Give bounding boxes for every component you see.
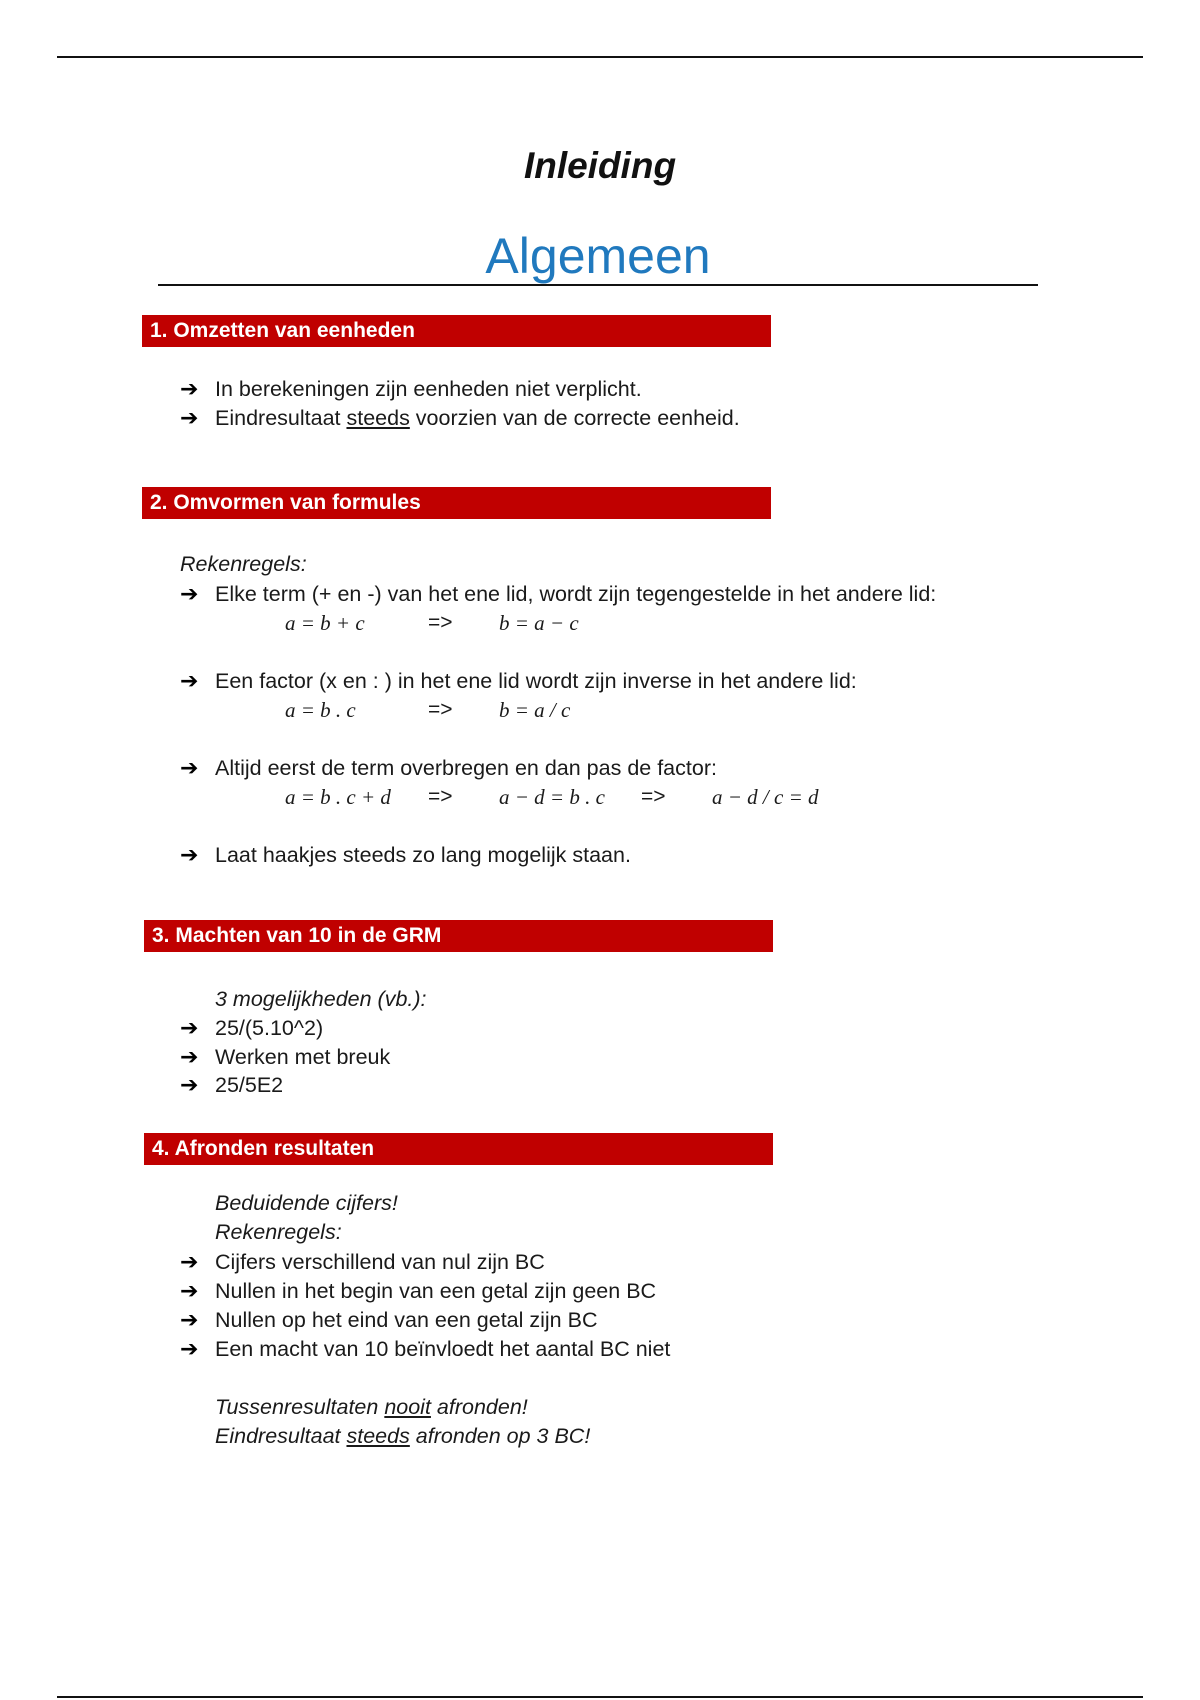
grm-intro: 3 mogelijkheden (vb.):	[215, 987, 427, 1011]
list-item: ➔ Elke term (+ en -) van het ene lid, wordt zijn tegengestelde in het andere lid:	[180, 581, 937, 606]
list-item: ➔ 25/5E2	[180, 1072, 284, 1097]
arrow-right-icon: ➔	[180, 581, 199, 606]
arrow-right-icon: ➔	[180, 668, 199, 693]
rules-intro: Rekenregels:	[180, 552, 307, 576]
list-item: ➔ 25/(5.10^2)	[180, 1015, 324, 1040]
section-heading-2: 2. Omvormen van formules	[142, 487, 771, 519]
list-item: ➔ Werken met breuk	[180, 1044, 391, 1069]
list-item: ➔ Laat haakjes steeds zo lang mogelijk staan.	[180, 842, 631, 867]
arrow-right-icon: ➔	[180, 405, 199, 430]
section-heading-3: 3. Machten van 10 in de GRM	[144, 920, 773, 952]
arrow-right-icon: ➔	[180, 1044, 199, 1069]
page-title: Inleiding	[523, 145, 677, 186]
arrow-right-icon: ➔	[180, 376, 199, 401]
arrow-right-icon: ➔	[180, 1278, 199, 1303]
list-item: ➔ In berekeningen zijn eenheden niet verplicht.	[180, 376, 642, 401]
list-item: ➔ Een macht van 10 beïnvloedt het aantal BC niet	[180, 1336, 671, 1361]
section-heading-1: 1. Omzetten van eenheden	[142, 315, 771, 347]
arrow-right-icon: ➔	[180, 1072, 199, 1097]
list-item: ➔ Cijfers verschillend van nul zijn BC	[180, 1249, 545, 1274]
bc-intro: Beduidende cijfers!	[215, 1191, 398, 1215]
list-item: ➔ Eindresultaat steeds voorzien van de correcte eenheid.	[180, 405, 740, 430]
arrow-right-icon: ➔	[180, 1307, 199, 1332]
arrow-right-icon: ➔	[180, 1015, 199, 1040]
page-subtitle: Algemeen	[485, 228, 711, 284]
rules-intro: Rekenregels:	[215, 1220, 342, 1244]
arrow-right-icon: ➔	[180, 755, 199, 780]
arrow-right-icon: ➔	[180, 842, 199, 867]
top-rule	[57, 56, 1143, 58]
arrow-right-icon: ➔	[180, 1336, 199, 1361]
list-item: ➔ Altijd eerst de term overbregen en dan pas de factor:	[180, 755, 717, 780]
subtitle-underline	[158, 228, 1038, 286]
list-item: ➔ Nullen in het begin van een getal zijn geen BC	[180, 1278, 657, 1303]
list-item: ➔ Een factor (x en : ) in het ene lid wordt zijn inverse in het andere lid:	[180, 668, 857, 693]
bottom-rule	[57, 1696, 1143, 1698]
note-intermediate: Tussenresultaten nooit afronden!	[215, 1395, 528, 1419]
arrow-right-icon: ➔	[180, 1249, 199, 1274]
list-item: ➔ Nullen op het eind van een getal zijn BC	[180, 1307, 598, 1332]
note-final: Eindresultaat steeds afronden op 3 BC!	[215, 1424, 591, 1448]
section-heading-4: 4. Afronden resultaten	[144, 1133, 773, 1165]
